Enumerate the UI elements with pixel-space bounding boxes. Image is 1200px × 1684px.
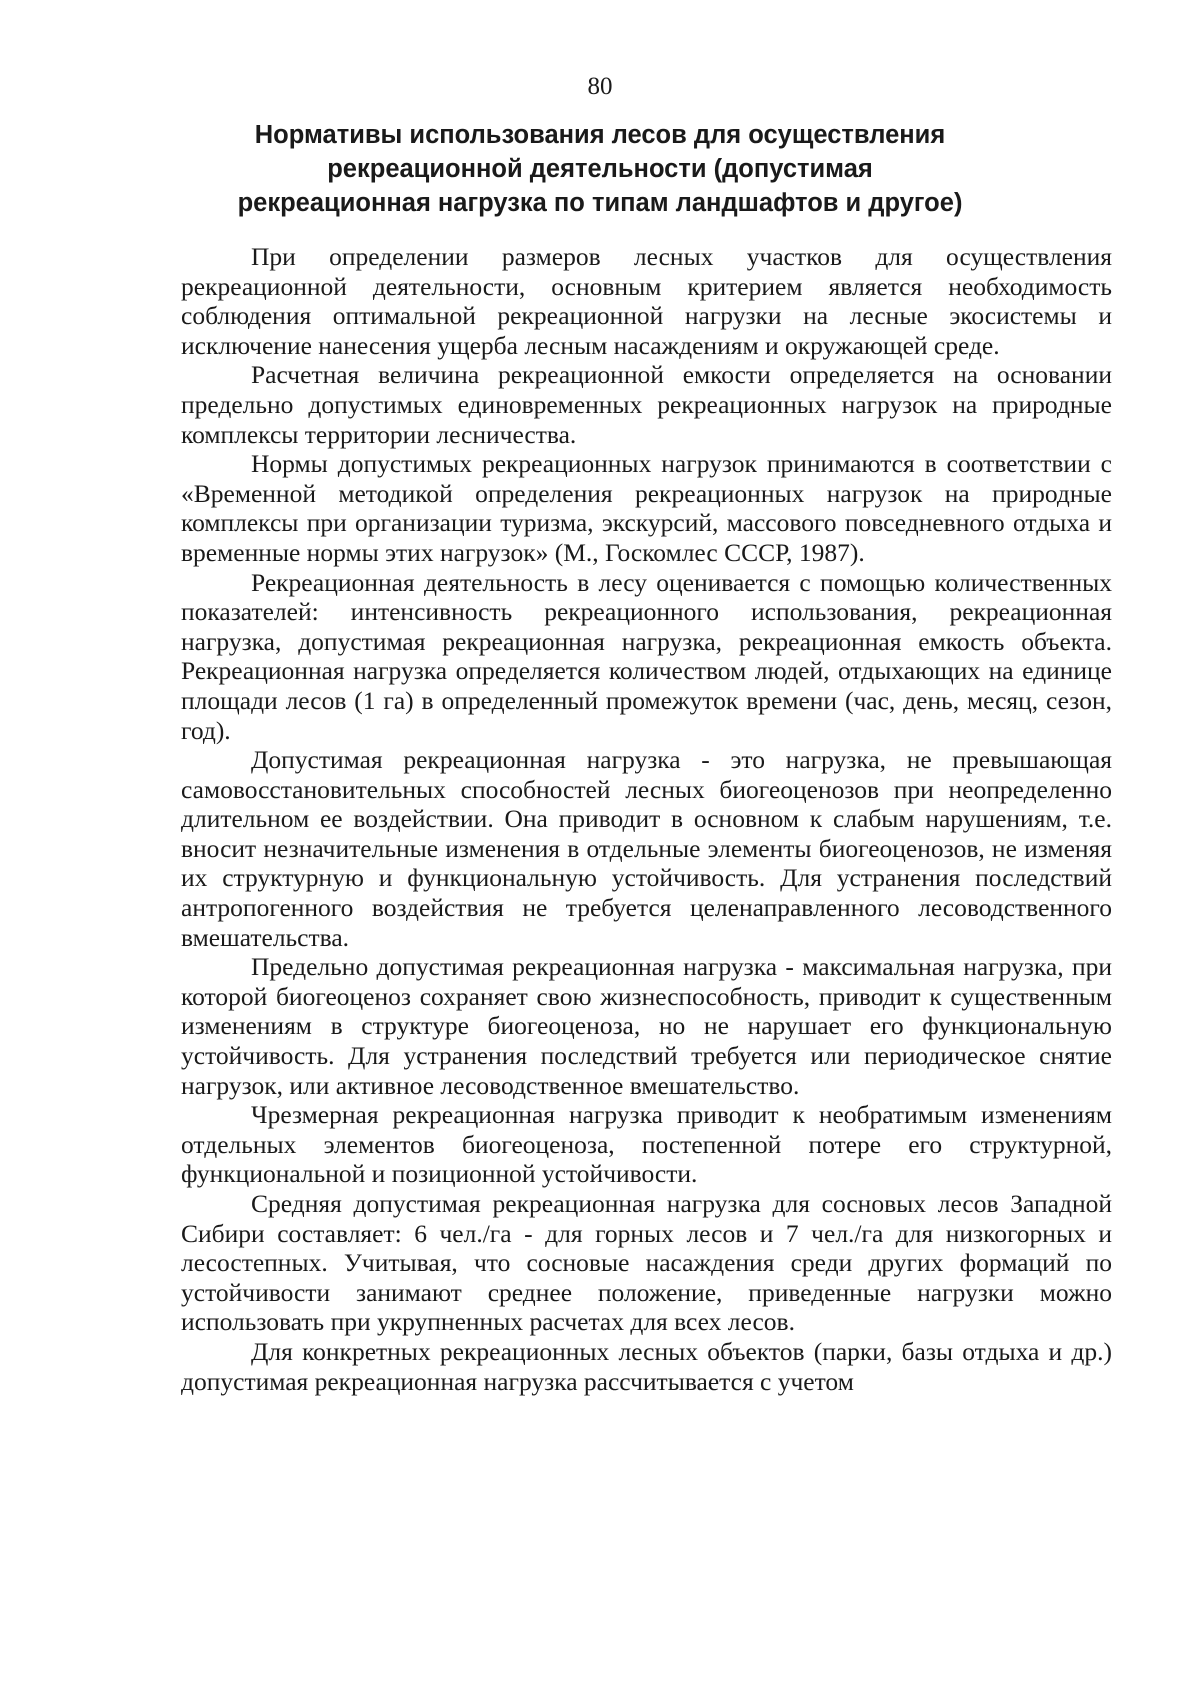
paragraph-4: Рекреационная деятельность в лесу оценивается с помощью количественных показателей: интенсивность рекреационного использования, рекреационная нагрузка, допустимая рекреационная нагрузка, рекреационная емкость объекта. Рекреационная нагрузка определяется количеством людей, отдыхающих на единице площади лесов (1 га) в определенный промежуток времени (час, день, месяц, сезон, год). <box>181 567 1112 745</box>
paragraph-9: Для конкретных рекреационных лесных объектов (парки, базы отдыха и др.) допустимая рекреационная нагрузка рассчитывается с учетом <box>181 1336 1112 1396</box>
paragraph-2: Расчетная величина рекреационной емкости определяется на основании предельно допустимых единовременных рекреационных нагрузок на природные комплексы территории лесничества. <box>181 360 1112 449</box>
page-title: Нормативы использования лесов для осуществления рекреационной деятельности (допустимая рекреационная нагрузка по типам ландшафтов и другое) <box>237 121 963 217</box>
paragraph-1: При определении размеров лесных участков для осуществления рекреационной деятельности, основным критерием является необходимость соблюдения оптимальной рекреационной нагрузки на лесные экосистемы и исключение нанесения ущерба лесным насаждениям и окружающей среде. <box>181 242 1112 360</box>
paragraph-5: Допустимая рекреационная нагрузка - это нагрузка, не превышающая самовосстановительных способностей лесных биогеоценозов при неопределенно длительном ее воздействии. Она приводит в основном к слабым нарушениям, т.е. вносит незначительные изменения в отдельные элементы биогеоценозов, не изменяя их структурную и функциональную устойчивость. Для устранения последствий антропогенного воздействия не требуется целенаправленного лесоводственного вмешательства. <box>181 745 1112 952</box>
paragraph-3: Нормы допустимых рекреационных нагрузок принимаются в соответствии с «Временной методикой определения рекреационных нагрузок на природные комплексы при организации туризма, экскурсий, массового повседневного отдыха и временные нормы этих нагрузок» (М., Госкомлес СССР, 1987). <box>181 449 1112 567</box>
paragraph-7: Чрезмерная рекреационная нагрузка приводит к необратимым изменениям отдельных элементов биогеоценоза, постепенной потере его структурной, функциональной и позиционной устойчивости. <box>181 1100 1112 1189</box>
paragraph-8: Средняя допустимая рекреационная нагрузка для сосновых лесов Западной Сибири составляет: 6 чел./га - для горных лесов и 7 чел./га для низкогорных и лесостепных. Учитывая, что сосновые насаждения среди других формаций по устойчивости занимают среднее положение, приведенные нагрузки можно использовать при укрупненных расчетах для всех лесов. <box>181 1189 1112 1337</box>
body-text <box>181 242 1112 1396</box>
paragraph-6: Предельно допустимая рекреационная нагрузка - максимальная нагрузка, при которой биогеоценоз сохраняет свою жизнеспособность, приводит к существенным изменениям в структуре биогеоценоза, но не нарушает его функциональную устойчивость. Для устранения последствий требуется или периодическое снятие нагрузок, или активное лесоводственное вмешательство. <box>181 952 1112 1100</box>
page-number: 80 <box>587 73 613 100</box>
